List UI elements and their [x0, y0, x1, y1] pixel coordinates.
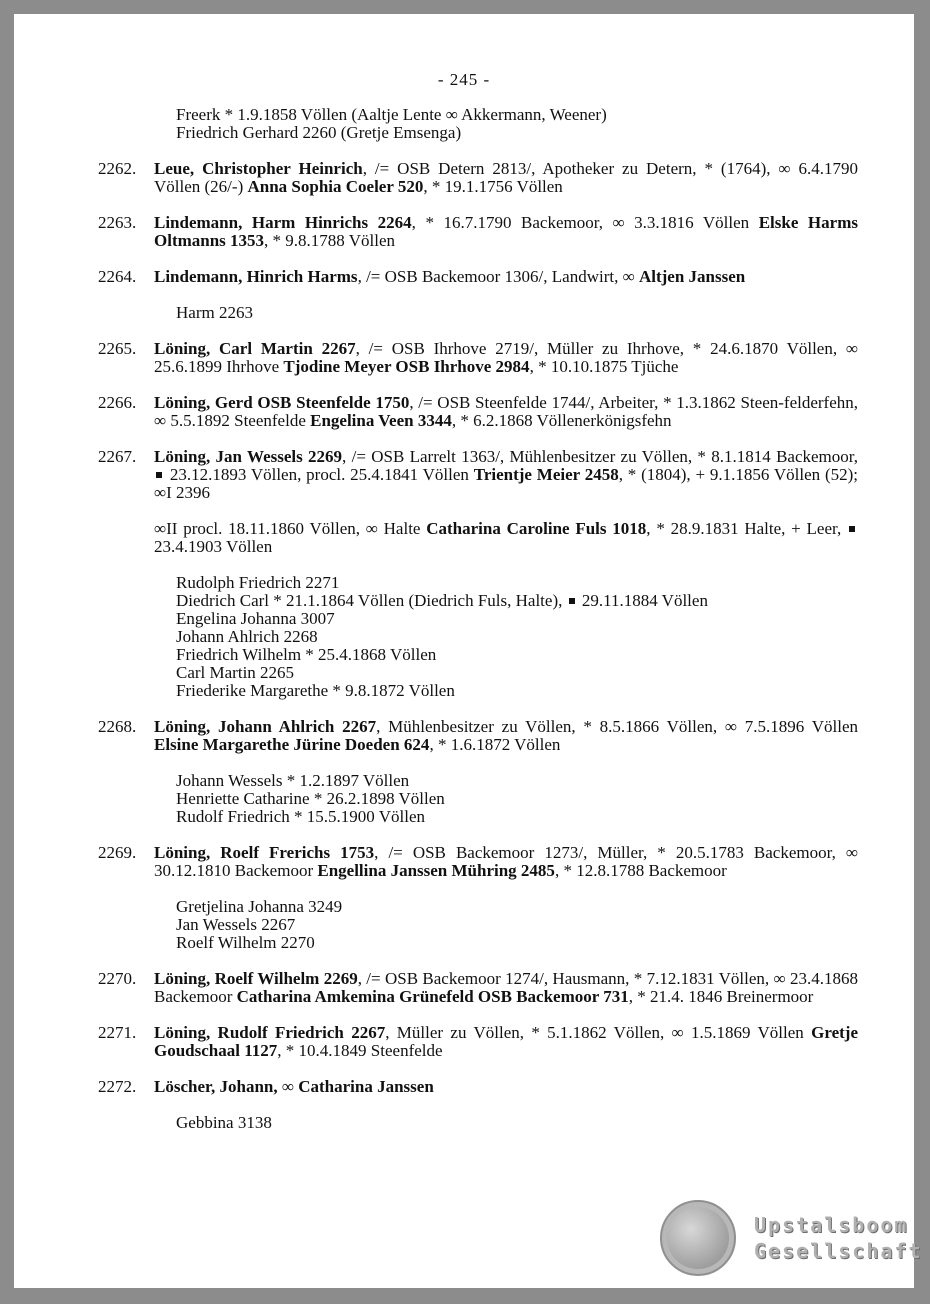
spouse-name: Tjodine Meyer OSB Ihrhove 2984 [283, 357, 530, 376]
spouse-name: Catharina Amkemina Grünefeld OSB Backemoor 731 [236, 987, 629, 1006]
entry-text: , /= OSB Backemoor 1274/, Hausmann, * 7.12.1831 Völlen, ∞ 23.4.1868 Backemoor [154, 969, 858, 1006]
child-line: Henriette Catharine * 26.2.1898 Völlen [176, 789, 445, 808]
spouse-name: Altjen Janssen [638, 267, 746, 286]
spouse-name: Engelina Veen 3344 [310, 411, 452, 430]
entry-text: , /= OSB Backemoor 1273/, Müller, * 20.5.1783 Backemoor, ∞ 30.12.1810 Backemoor [154, 843, 858, 880]
spouse-name: Anna Sophia Coeler 520 [247, 177, 424, 196]
spouse-name: Elske Harms Oltmanns 1353 [154, 213, 858, 250]
person-name: Lindemann, Hinrich Harms [154, 267, 358, 286]
genealogy-content [98, 106, 858, 1150]
children-list [176, 898, 858, 952]
entry-text: , /= OSB Backemoor 1306/, Landwirt, ∞ [357, 267, 639, 286]
logo-line-2: Gesellschaft [754, 1239, 923, 1263]
child-line: Roelf Wilhelm 2270 [176, 933, 315, 952]
entry-text: , /= OSB Steenfelde 1744/, Arbeiter, * 1.3.1862 Steen-felderfehn, ∞ 5.5.1892 Steenfelde [154, 393, 858, 430]
child-line: Jan Wessels 2267 [176, 915, 296, 934]
entry-number: 2272. [98, 1077, 137, 1096]
burial-square-icon [849, 526, 855, 532]
children-list [176, 772, 858, 826]
person-name: Löning, Gerd OSB Steenfelde 1750 [154, 393, 410, 412]
entry-text: , Müller zu Völlen, * 5.1.1862 Völlen, ∞ 1.5.1869 Völlen [385, 1023, 812, 1042]
entry-text: 23.4.1903 Völlen [154, 537, 273, 556]
entry-text: , * 1.6.1872 Völlen [429, 735, 561, 754]
spouse-name: Engellina Janssen Mühring 2485 [317, 861, 555, 880]
spouse-name: Catharina Janssen [298, 1077, 434, 1096]
entry-2271 [98, 1024, 858, 1060]
child-line: Gebbina 3138 [176, 1113, 272, 1132]
entry-2272 [98, 1078, 858, 1096]
child-line: Friedrich Gerhard 2260 (Gretje Emsenga) [176, 123, 462, 142]
entry-2268 [98, 718, 858, 754]
entry-text: , /= OSB Detern 2813/, Apotheker zu Detern, * (1764), ∞ 6.4.1790 Völlen (26/-) [154, 159, 858, 196]
entry-text: , * 6.2.1868 Völlenerkönigsfehn [451, 411, 672, 430]
child-line: Friederike Margarethe * 9.8.1872 Völlen [176, 681, 455, 700]
child-line: Carl Martin 2265 [176, 663, 295, 682]
person-name: Lindemann, Harm Hinrichs 2264 [154, 213, 412, 232]
society-logo [660, 1200, 923, 1276]
person-name: Löscher, Johann, [154, 1077, 278, 1096]
person-name: Leue, Christopher Heinrich [154, 159, 363, 178]
entry-text: , * 12.8.1788 Backemoor [554, 861, 727, 880]
logo-line-1: Upstalsboom [754, 1213, 909, 1237]
entry-number: 2270. [98, 969, 137, 988]
entry-number: 2264. [98, 267, 137, 286]
logo-text [754, 1212, 923, 1264]
child-line: Johann Ahlrich 2268 [176, 627, 318, 646]
entry-2269 [98, 844, 858, 880]
child-text: 29.11.1884 Völlen [577, 591, 708, 610]
entry-number: 2266. [98, 393, 137, 412]
entry-text: , * 10.4.1849 Steenfelde [277, 1041, 443, 1060]
entry-text: , /= OSB Larrelt 1363/, Mühlenbesitzer zu Völlen, * 8.1.1814 Backemoor, [342, 447, 858, 466]
child-line: Gretjelina Johanna 3249 [176, 897, 343, 916]
children-list [176, 1114, 858, 1132]
children-list [176, 574, 858, 700]
person-name: Löning, Roelf Frerichs 1753 [154, 843, 375, 862]
child-line: Rudolf Friedrich * 15.5.1900 Völlen [176, 807, 425, 826]
entry-number: 2271. [98, 1023, 137, 1042]
entry-2265 [98, 340, 858, 376]
burial-square-icon [569, 598, 575, 604]
seal-icon [660, 1200, 736, 1276]
entry-text: , /= OSB Ihrhove 2719/, Müller zu Ihrhove, * 24.6.1870 Völlen, ∞ 25.6.1899 Ihrhove [154, 339, 859, 376]
child-text: Diedrich Carl * 21.1.1864 Völlen (Diedrich Fuls, Halte), [176, 591, 567, 610]
person-name: Löning, Rudolf Friedrich 2267 [154, 1023, 386, 1042]
entry-2262 [98, 160, 858, 196]
entry-2266 [98, 394, 858, 430]
child-line: Rudolph Friedrich 2271 [176, 573, 340, 592]
entry-text: , * 9.8.1788 Völlen [264, 231, 396, 250]
entry-2270 [98, 970, 858, 1006]
child-line: Freerk * 1.9.1858 Völlen (Aaltje Lente ∞ Akkermann, Weener) [176, 105, 607, 124]
person-name: Löning, Johann Ahlrich 2267 [154, 717, 377, 736]
entry-text: , * 19.1.1756 Völlen [423, 177, 563, 196]
entry-text: , * 10.10.1875 Tjüche [529, 357, 679, 376]
entry-number: 2262. [98, 159, 137, 178]
page-number: - 245 - [437, 70, 491, 89]
spouse-name: Elsine Margarethe Jürine Doeden 624 [154, 735, 430, 754]
child-line: Harm 2263 [176, 303, 253, 322]
spouse-name: Gretje Goudschaal 1127 [154, 1023, 858, 1060]
entry-number: 2263. [98, 213, 137, 232]
child-line: Engelina Johanna 3007 [176, 609, 335, 628]
children-list [176, 304, 858, 322]
entry-2264 [98, 268, 858, 286]
entry-number: 2267. [98, 447, 137, 466]
entry-2267 [98, 448, 858, 556]
person-name: Löning, Jan Wessels 2269 [154, 447, 343, 466]
child-line: Johann Wessels * 1.2.1897 Völlen [176, 771, 410, 790]
child-line [176, 592, 858, 610]
burial-square-icon [156, 472, 162, 478]
entry-number: 2268. [98, 717, 137, 736]
entry-text: , * 21.4. 1846 Breinermoor [628, 987, 814, 1006]
entry-2263 [98, 214, 858, 250]
document-page [14, 14, 923, 1288]
entry-number: 2269. [98, 843, 137, 862]
entry-text: , * 16.7.1790 Backemoor, ∞ 3.3.1816 Völlen [411, 213, 759, 232]
entry-text: ∞II procl. 18.11.1860 Völlen, ∞ Halte [154, 519, 427, 538]
entry-text: , * (1804), + 9.1.1856 Völlen (52); ∞I 2396 [154, 465, 859, 502]
child-line: Friedrich Wilhelm * 25.4.1868 Völlen [176, 645, 437, 664]
spouse-name: Trientje Meier 2458 [473, 465, 619, 484]
person-name: Löning, Roelf Wilhelm 2269 [154, 969, 358, 988]
entry-text: , * 28.9.1831 Halte, + Leer, [646, 519, 847, 538]
entry-text: 23.12.1893 Völlen, procl. 25.4.1841 Völlen [165, 465, 474, 484]
person-name: Löning, Carl Martin 2267 [154, 339, 356, 358]
spouse-name: Catharina Caroline Fuls 1018 [426, 519, 647, 538]
entry-text: ∞ [277, 1077, 299, 1096]
entry-text: , Mühlenbesitzer zu Völlen, * 8.5.1866 Völlen, ∞ 7.5.1896 Völlen [376, 717, 858, 736]
continued-children [176, 106, 858, 142]
entry-number: 2265. [98, 339, 137, 358]
